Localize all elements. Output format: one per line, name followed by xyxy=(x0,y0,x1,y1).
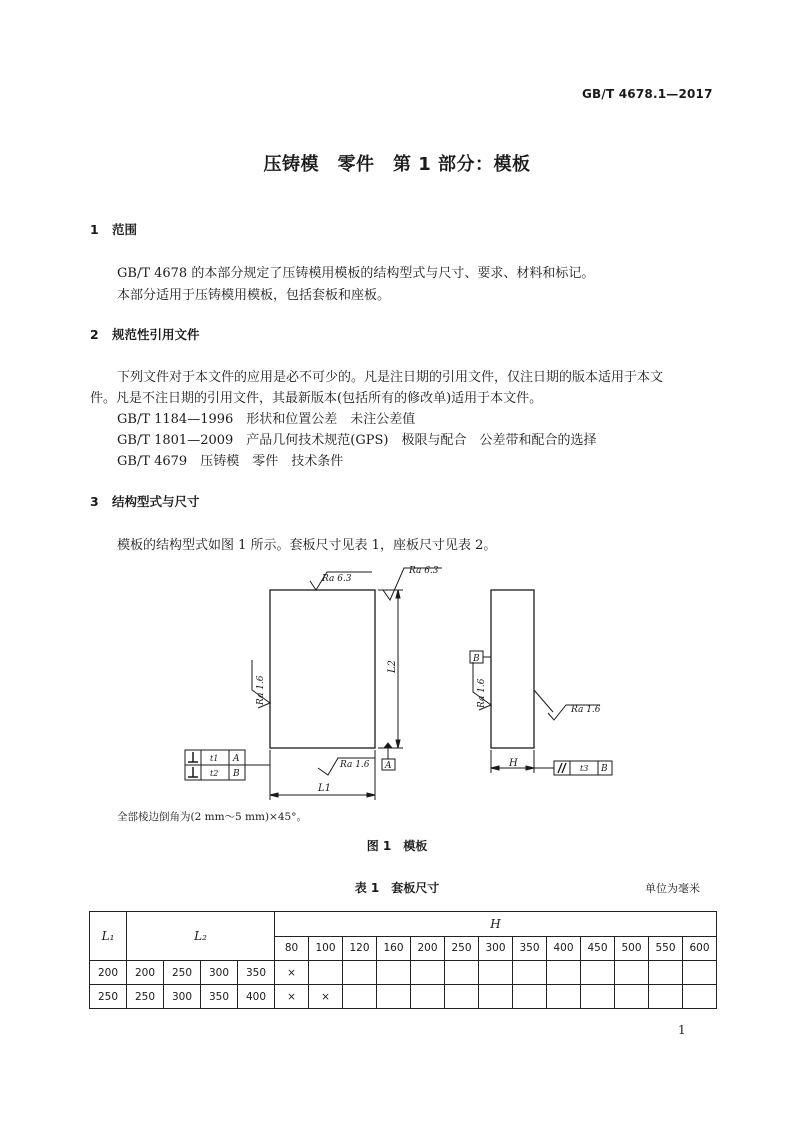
h-value: 600 xyxy=(683,936,717,961)
h-value: 200 xyxy=(411,936,445,961)
datum-ref-label: B xyxy=(233,769,240,779)
section-number: 2 xyxy=(90,327,99,342)
datum-ref-label: A xyxy=(233,754,240,764)
l2-cell: 350 xyxy=(201,985,238,1009)
l2-cell: 300 xyxy=(164,985,201,1009)
ra-label: Ra 1.6 xyxy=(477,678,487,708)
l1-cell: 200 xyxy=(90,961,127,985)
mark-cell xyxy=(513,985,547,1009)
parallelism-icon xyxy=(558,763,562,773)
datum-ref-label: B xyxy=(601,764,608,774)
reference-item: GB/T 1184—1996 形状和位置公差 未注公差值 xyxy=(117,412,416,427)
h-value: 120 xyxy=(343,936,377,961)
mark-cell xyxy=(377,985,411,1009)
mark-cell xyxy=(377,961,411,985)
reference-item: GB/T 1801—2009 产品几何技术规范(GPS) 极限与配合 公差带和配合的选择 xyxy=(117,433,597,448)
mark-cell xyxy=(547,985,581,1009)
h-value: 250 xyxy=(445,936,479,961)
section-2-intro: 下列文件对于本文件的应用是必不可少的。凡是注日期的引用文件，仅注日期的版本适用于本文 xyxy=(117,370,664,385)
mark-cell xyxy=(547,961,581,985)
section-title: 范围 xyxy=(112,222,138,237)
section-title: 结构型式与尺寸 xyxy=(112,494,200,509)
mark-cell: × xyxy=(309,985,343,1009)
l2-cell: 200 xyxy=(127,961,164,985)
section-2-intro: 件。凡是不注日期的引用文件，其最新版本(包括所有的修改单)适用于本文件。 xyxy=(90,391,543,406)
ra-label: Ra 1.6 xyxy=(256,675,266,705)
table-caption: 表 1 套板尺寸 xyxy=(354,881,440,895)
dimension-label-l2: L2 xyxy=(387,659,398,673)
mark-cell xyxy=(581,961,615,985)
document-title: 压铸模 零件 第 1 部分：模板 xyxy=(263,154,531,175)
mark-cell xyxy=(683,961,717,985)
mark-cell xyxy=(343,985,377,1009)
mark-cell xyxy=(479,985,513,1009)
ra-label: Ra 6.3 xyxy=(409,566,439,576)
l2-cell: 400 xyxy=(238,985,275,1009)
section-1-paragraph: 本部分适用于压铸模用模板，包括套板和座板。 xyxy=(117,288,391,303)
section-3-paragraph: 模板的结构型式如图 1 所示。套板尺寸见表 1，座板尺寸见表 2。 xyxy=(117,538,497,553)
mark-cell xyxy=(309,961,343,985)
mark-cell xyxy=(513,961,547,985)
header-h: H xyxy=(275,912,717,937)
h-value: 350 xyxy=(513,936,547,961)
mark-cell xyxy=(615,985,649,1009)
mark-cell xyxy=(683,985,717,1009)
l2-cell: 250 xyxy=(164,961,201,985)
h-value: 400 xyxy=(547,936,581,961)
header-l2: L₂ xyxy=(127,912,275,961)
section-1-paragraph: GB/T 4678 的本部分规定了压铸模用模板的结构型式与尺寸、要求、材料和标记。 xyxy=(117,266,595,281)
section-number: 1 xyxy=(90,222,99,237)
ra-label: Ra 6.3 xyxy=(322,574,352,584)
figure-note: 全部棱边倒角为(2 mm～5 mm)×45°。 xyxy=(117,811,307,823)
tolerance-label: t2 xyxy=(210,769,219,778)
h-value: 450 xyxy=(581,936,615,961)
l2-cell: 250 xyxy=(127,985,164,1009)
mark-cell xyxy=(445,961,479,985)
mark-cell xyxy=(479,961,513,985)
tolerance-label: t3 xyxy=(580,764,589,773)
ra-label: Ra 1.6 xyxy=(340,760,370,770)
mark-cell: × xyxy=(275,961,309,985)
reference-item: GB/T 4679 压铸模 零件 技术条件 xyxy=(117,454,344,469)
h-value: 500 xyxy=(615,936,649,961)
mark-cell xyxy=(411,985,445,1009)
dimension-label-h: H xyxy=(509,758,518,769)
mark-cell xyxy=(411,961,445,985)
l1-cell: 250 xyxy=(90,985,127,1009)
h-value: 550 xyxy=(649,936,683,961)
table-row xyxy=(90,961,717,985)
section-number: 3 xyxy=(90,494,99,509)
datum-a-label: A xyxy=(385,761,392,771)
standard-code: GB/T 4678.1—2017 xyxy=(582,87,713,101)
figure-caption: 图 1 模板 xyxy=(366,839,428,853)
plate-front-view xyxy=(270,590,375,748)
h-value: 80 xyxy=(275,936,309,961)
h-value: 300 xyxy=(479,936,513,961)
leader-line xyxy=(534,690,553,712)
page-number: 1 xyxy=(678,1023,686,1037)
h-value: 160 xyxy=(377,936,411,961)
l2-cell: 300 xyxy=(201,961,238,985)
table-row xyxy=(90,985,717,1009)
mark-cell xyxy=(649,985,683,1009)
plate-dimension-table xyxy=(89,911,717,1009)
mark-cell xyxy=(615,961,649,985)
tolerance-label: t1 xyxy=(210,754,219,763)
mark-cell xyxy=(581,985,615,1009)
ra-label: Ra 1.6 xyxy=(571,705,601,715)
mark-cell: × xyxy=(275,985,309,1009)
datum-b-label: B xyxy=(473,654,480,664)
plate-side-view xyxy=(491,590,534,748)
mark-cell xyxy=(649,961,683,985)
table-header-row xyxy=(90,912,717,937)
header-l1: L₁ xyxy=(90,912,127,961)
l2-cell: 350 xyxy=(238,961,275,985)
dimension-label-l1: L1 xyxy=(318,783,332,794)
mark-cell xyxy=(343,961,377,985)
section-title: 规范性引用文件 xyxy=(112,327,200,342)
unit-label: 单位为毫米 xyxy=(645,882,700,895)
mark-cell xyxy=(445,985,479,1009)
h-value: 100 xyxy=(309,936,343,961)
